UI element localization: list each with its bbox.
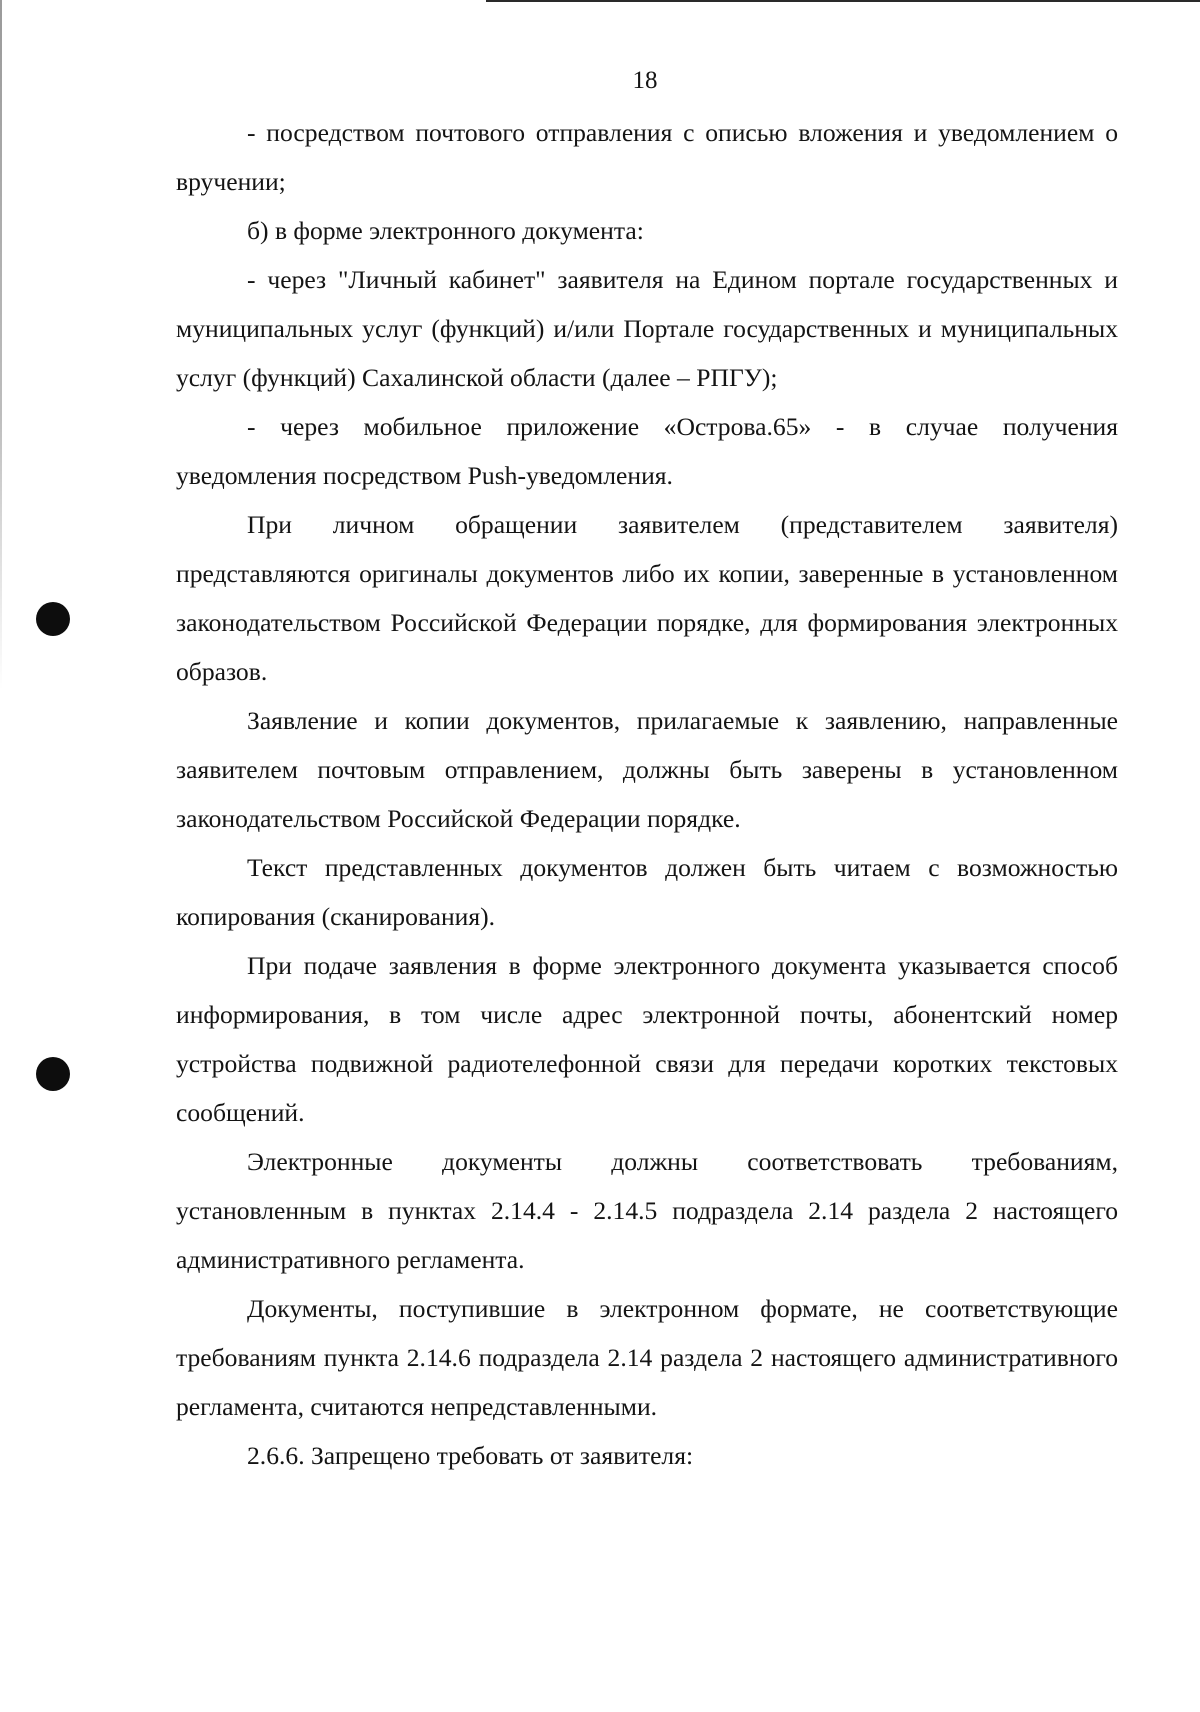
paragraph-postal-copies: Заявление и копии документов, прилагаемые к заявлению, направленные заявителем почтовым отправлением, должны быть заверены в установленном законодательством Российской Федерации порядке. — [176, 706, 1118, 833]
paragraph-electronic-form: б) в форме электронного документа: — [247, 216, 644, 245]
paragraph-personal-cabinet: - через "Личный кабинет" заявителя на Едином портале государственных и муниципальных услуг (функций) и/или Портале государственных и муниципальных услуг (функций) Сахалинской области (далее – РПГУ); — [176, 265, 1118, 392]
paragraph-readable-text: Текст представленных документов должен быть читаем с возможностью копирования (сканирования). — [176, 853, 1118, 931]
paragraph-mobile-app: - через мобильное приложение «Острова.65» - в случае получения уведомления посредством Push-уведомления. — [176, 412, 1118, 490]
scan-edge-top — [486, 0, 1200, 2]
paragraph-section-2-6-6: 2.6.6. Запрещено требовать от заявителя: — [247, 1441, 694, 1470]
paragraph-electronic-requirements: Электронные документы должны соответствовать требованиям, установленным в пунктах 2.14.4 - 2.14.5 подраздела 2.14 раздела 2 настоящего административного регламента. — [176, 1147, 1118, 1274]
punch-hole-lower — [36, 1057, 70, 1091]
paragraph-personal-visit: При личном обращении заявителем (представителем заявителя) представляются оригиналы документов либо их копии, заверенные в установленном законодательством Российской Федерации порядке, для формирования электронных образов. — [176, 510, 1118, 686]
paragraph-postal-delivery: - посредством почтового отправления с описью вложения и уведомлением о вручении; — [176, 118, 1118, 196]
paragraph-non-compliant-documents: Документы, поступившие в электронном формате, не соответствующие требованиям пункта 2.14.6 подраздела 2.14 раздела 2 настоящего административного регламента, считаются непредставленными. — [176, 1294, 1118, 1421]
page-body — [176, 108, 1118, 1480]
paragraph-notification-method: При подаче заявления в форме электронного документа указывается способ информирования, в том числе адрес электронной почты, абонентский номер устройства подвижной радиотелефонной связи для передачи коротких текстовых сообщений. — [176, 951, 1118, 1127]
punch-hole-upper — [36, 602, 70, 636]
scan-edge-left — [0, 0, 2, 690]
page-number: 18 — [632, 67, 658, 94]
